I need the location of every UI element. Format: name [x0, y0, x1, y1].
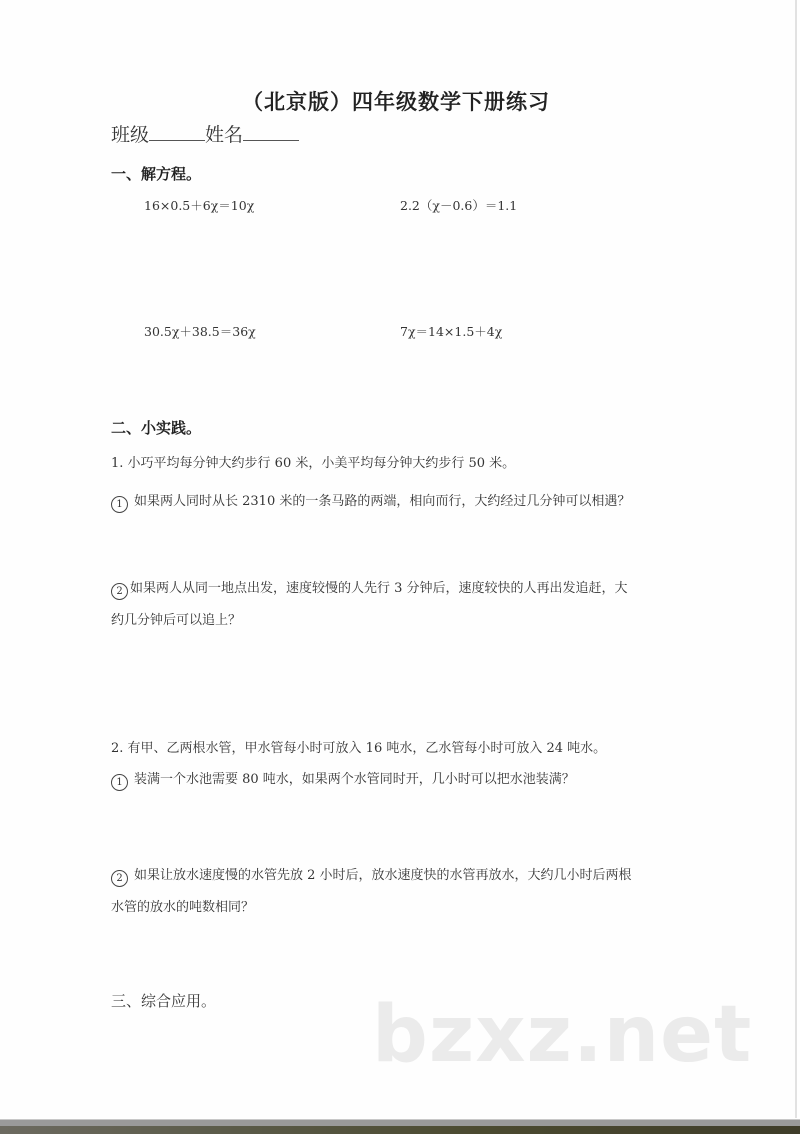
equation-3: 30.5χ＋38.5＝36χ [144, 324, 256, 339]
section-heading-application: 三、综合应用。 [111, 992, 217, 1010]
class-label: 班级 [111, 124, 150, 146]
background-strip [0, 1126, 800, 1134]
section-heading-practice: 二、小实践。 [111, 419, 202, 437]
section-heading-equations: 一、解方程。 [111, 165, 202, 183]
problem-1-stem: 1. 小巧平均每分钟大约步行 60 米，小美平均每分钟大约步行 50 米。 [111, 456, 516, 471]
problem-2-stem: 2. 有甲、乙两根水管，甲水管每小时可放入 16 吨水，乙水管每小时可放入 24 吨水。 [111, 741, 607, 756]
watermark-text: bzxz.net [372, 990, 753, 1080]
name-blank [243, 122, 299, 141]
document-title: （北京版）四年级数学下册练习 [242, 90, 550, 114]
equation-2: 2.2（χ－0.6）＝1.1 [400, 198, 518, 213]
problem-2-sub-2: 2 如果让放水速度慢的水管先放 2 小时后，放水速度快的水管再放水，大约几小时后两根 [111, 864, 632, 887]
problem-1-sub-2: 2 如果两人从同一地点出发，速度较慢的人先行 3 分钟后，速度较快的人再出发追赶，大 [111, 577, 628, 600]
circled-number-2: 2 [111, 583, 128, 600]
circled-number-2: 2 [111, 870, 128, 887]
class-blank [149, 122, 205, 141]
equation-1: 16×0.5＋6χ＝10χ [144, 198, 255, 213]
name-label: 姓名 [205, 124, 244, 146]
page-bottom-edge [0, 1119, 800, 1126]
problem-1-sub-2-cont: 约几分钟后可以追上？ [111, 613, 242, 628]
equation-4: 7χ＝14×1.5＋4χ [400, 324, 503, 339]
circled-number-1: 1 [111, 774, 128, 791]
circled-number-1: 1 [111, 496, 128, 513]
problem-2-sub-1: 1 装满一个水池需要 80 吨水，如果两个水管同时开，几小时可以把水池装满？ [111, 768, 575, 791]
problem-2-sub-2-cont: 水管的放水的吨数相同？ [111, 900, 255, 915]
student-info-line [111, 120, 299, 147]
problem-1-sub-1: 1 如果两人同时从长 2310 米的一条马路的两端，相向而行，大约经过几分钟可以相遇？ [111, 490, 630, 513]
